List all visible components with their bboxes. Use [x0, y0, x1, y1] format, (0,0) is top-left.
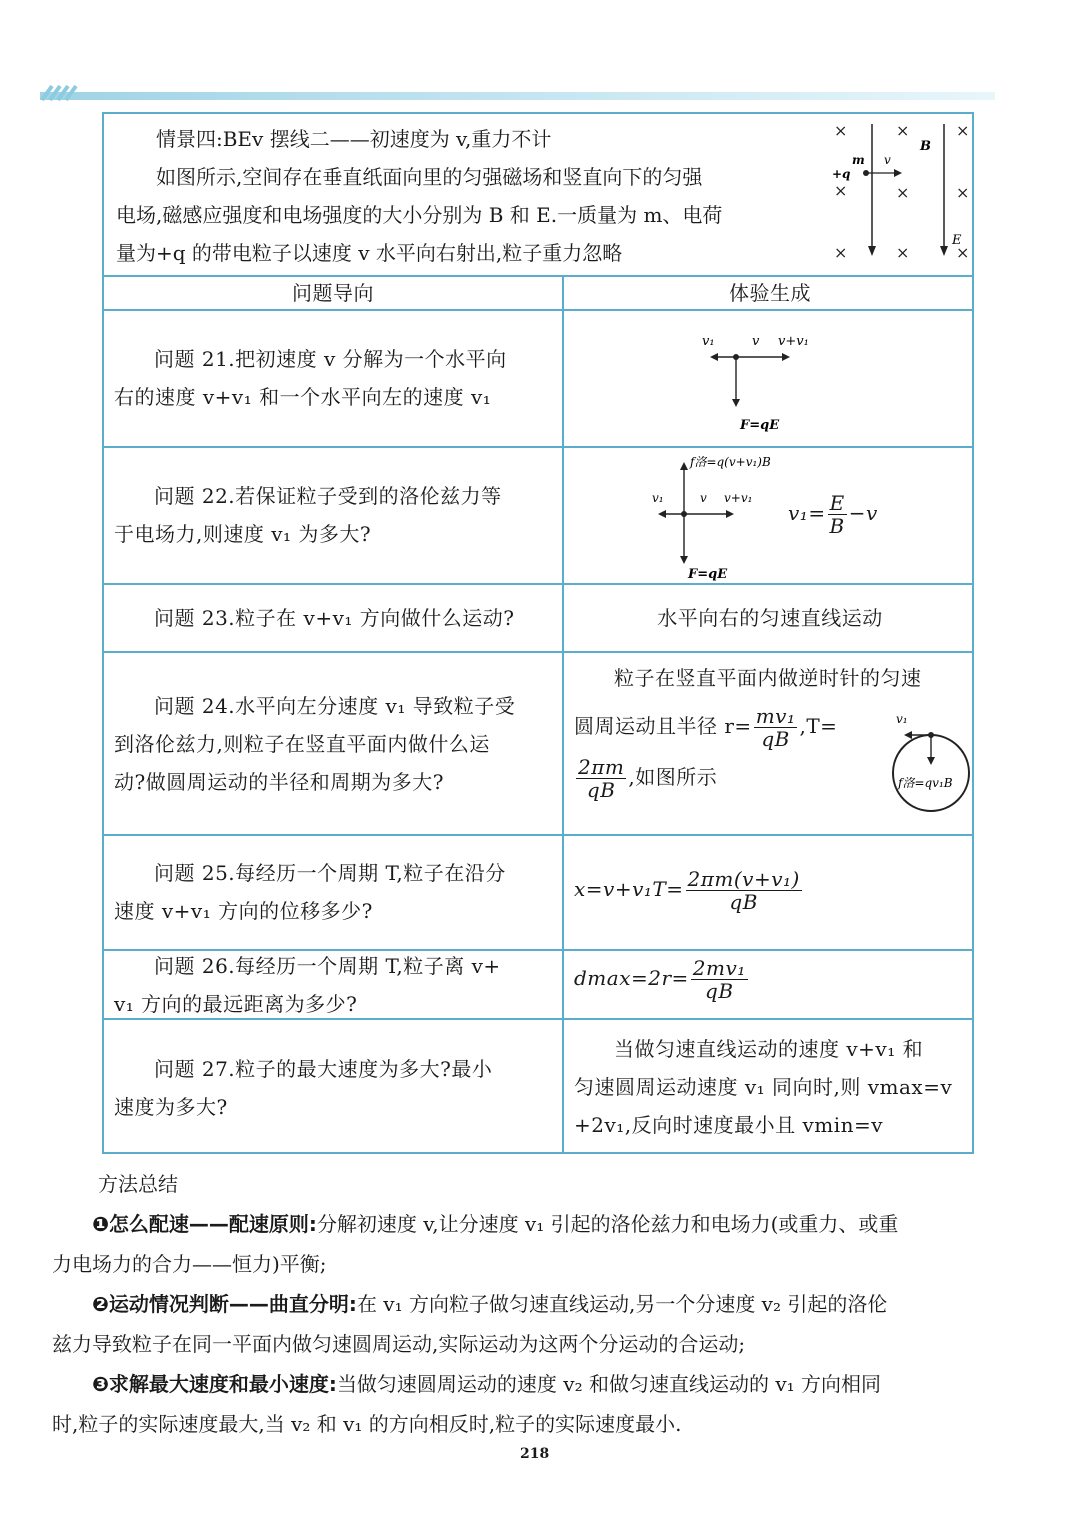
table-row [104, 653, 972, 836]
label-E: E [952, 233, 962, 248]
summary-point-2-cont: 兹力导致粒子在同一平面内做匀速圆周运动,实际运动为这两个分运动的合运动; [52, 1332, 746, 1356]
field-diagram [824, 116, 972, 266]
summary-point-2: 在 v₁ 方向粒子做匀速直线运动,另一个分速度 v₂ 引起的洛伦 [356, 1292, 888, 1316]
label-B: B [920, 139, 931, 154]
table-row [104, 311, 972, 448]
scenario-desc-2: 电场,磁感应强度和电场强度的大小分别为 B 和 E.一质量为 m、电荷 [116, 203, 723, 227]
label-v-plus-v1: v+v₁ [778, 334, 809, 349]
label-lorentz: f洛=qv₁B [898, 776, 953, 790]
cross-mark: × [956, 121, 970, 140]
summary-point-3-title: ❸求解最大速度和最小速度: [92, 1372, 337, 1396]
question-21-l1: 问题 21.把初速度 v 分解为一个水平向 [154, 347, 507, 371]
label-q: +q [832, 167, 851, 181]
answer-25: x=v+v₁T= $\frac{\text{2πm(v+v₁)}}{qB}$ [574, 867, 800, 914]
question-26-l2: v₁ 方向的最远距离为多少? [114, 992, 358, 1016]
label-v: v [884, 153, 891, 167]
table-header-row [104, 277, 972, 311]
circular-motion-diagram [886, 693, 972, 819]
label-v1: v₁ [896, 712, 908, 726]
cross-mark: × [834, 243, 848, 262]
question-25-l2: 速度 v+v₁ 方向的位移多少? [114, 899, 373, 923]
scenario-desc-3: 量为+q 的带电粒子以速度 v 水平向右射出,粒子重力忽略 [116, 241, 623, 265]
cross-mark: × [896, 183, 910, 202]
question-23: 问题 23.粒子在 v+v₁ 方向做什么运动? [154, 606, 515, 630]
method-summary [52, 1164, 1032, 1444]
summary-point-1-cont: 力电场力的合力——恒力)平衡; [52, 1252, 327, 1276]
question-22-l2: 于电场力,则速度 v₁ 为多大? [114, 522, 372, 546]
question-25-l1: 问题 25.每经历一个周期 T,粒子在沿分 [154, 861, 506, 885]
label-v: v [700, 491, 707, 505]
cross-mark: × [896, 121, 910, 140]
summary-heading: 方法总结 [98, 1172, 178, 1196]
scenario-desc-1: 如图所示,空间存在垂直纸面向里的匀强磁场和竖直向下的匀强 [156, 165, 703, 189]
question-24-l1: 问题 24.水平向左分速度 v₁ 导致粒子受 [154, 694, 516, 718]
label-m: m [852, 153, 865, 167]
answer-24: 粒子在竖直平面内做逆时针的匀速 圆周运动且半径 r= $\frac{\text{mv₁}}{qB}$ ,T= $\frac{2\pi m}{qB}$ ,如图所示 [574, 666, 922, 802]
header-decoration [40, 82, 995, 104]
cross-mark: × [896, 243, 910, 262]
label-lorentz: f洛=q(v+v₁)B [690, 455, 771, 469]
table-row [104, 585, 972, 653]
velocity-decomposition-diagram [694, 321, 864, 439]
answer-27: 当做匀速直线运动的速度 v+v₁ 和 匀速圆周运动速度 v₁ 同向时,则 vmax=v +2v₁,反向时速度最小且 vmin=v [574, 1037, 953, 1137]
label-v: v [752, 334, 760, 349]
summary-point-3: 当做匀速圆周运动的速度 v₂ 和做匀速直线运动的 v₁ 方向相同 [336, 1372, 881, 1396]
question-21-l2: 右的速度 v+v₁ 和一个水平向左的速度 v₁ [114, 385, 492, 409]
summary-point-1-title: ❶怎么配速——配速原则: [92, 1212, 317, 1236]
summary-point-3-cont: 时,粒子的实际速度最大,当 v₂ 和 v₁ 的方向相反时,粒子的实际速度最小. [52, 1412, 682, 1436]
label-F: F=qE [740, 418, 780, 433]
answer-26: dmax=2r= $\frac{\text{2mv₁}}{qB}$ [574, 956, 746, 1003]
label-v1: v₁ [652, 491, 664, 505]
cross-mark: × [834, 121, 848, 140]
table-row [104, 836, 972, 951]
table-row [104, 1020, 972, 1156]
page-number: 218 [520, 1446, 550, 1462]
label-v1: v₁ [702, 334, 715, 349]
table-row [104, 951, 972, 1020]
scenario-title: 情景四:BEv 摆线二——初速度为 v,重力不计 [156, 127, 552, 151]
table-row [104, 448, 972, 585]
label-v-plus-v1: v+v₁ [724, 491, 753, 505]
summary-point-2-title: ❷运动情况判断——曲直分明: [92, 1292, 357, 1316]
question-26-l1: 问题 26.每经历一个周期 T,粒子离 v+ [154, 954, 501, 978]
scenario-row [104, 114, 972, 277]
answer-22: v₁= $\frac{E}{B}$ −v [788, 491, 878, 538]
question-27-l1: 问题 27.粒子的最大速度为多大?最小 [154, 1057, 493, 1081]
summary-point-1: 分解初速度 v,让分速度 v₁ 引起的洛伦兹力和电场力(或重力、或重 [316, 1212, 899, 1236]
label-F: F=qE [688, 567, 728, 582]
question-22-l1: 问题 22.若保证粒子受到的洛伦兹力等 [154, 484, 502, 508]
force-balance-diagram [644, 452, 784, 582]
content-table [102, 112, 974, 1154]
header-left: 问题导向 [292, 281, 374, 305]
header-right: 体验生成 [729, 281, 811, 305]
question-24-l2: 到洛伦兹力,则粒子在竖直平面内做什么运 [114, 732, 490, 756]
cross-mark: × [956, 243, 970, 262]
question-27-l2: 速度为多大? [114, 1095, 228, 1119]
cross-mark: × [956, 183, 970, 202]
cross-mark: × [834, 181, 848, 200]
answer-23: 水平向右的匀速直线运动 [657, 606, 883, 630]
question-24-l3: 动?做圆周运动的半径和周期为多大? [114, 770, 444, 794]
